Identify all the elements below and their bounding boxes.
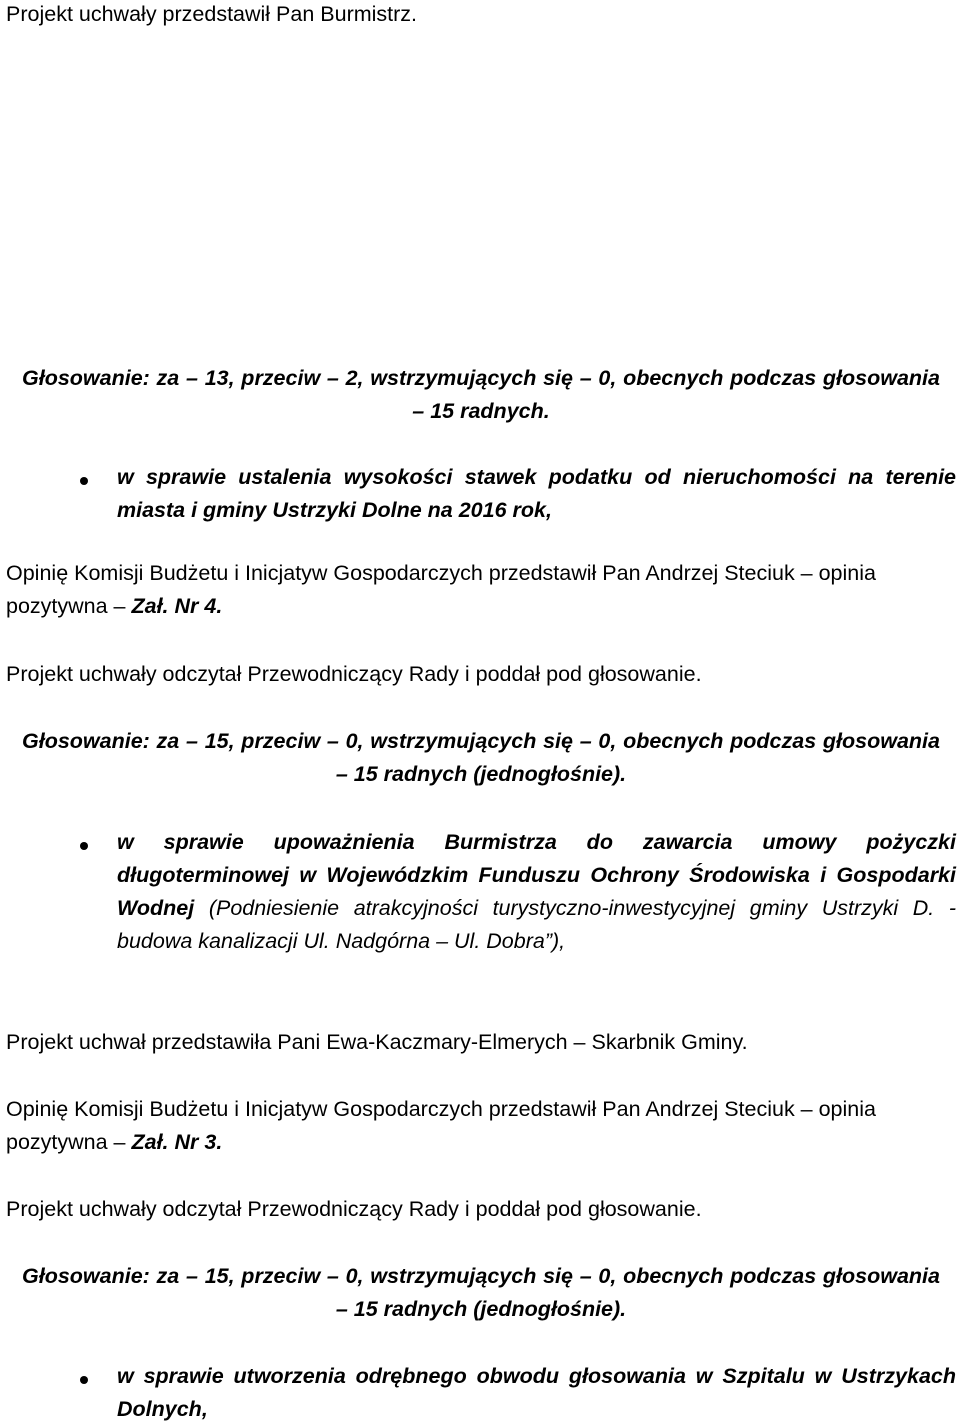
paragraph-committee-opinion-1 (6, 557, 956, 623)
bullet-icon (80, 1376, 88, 1384)
bullet-icon (80, 842, 88, 850)
list-item-text (117, 826, 956, 958)
paragraph-presented-by-mayor: Projekt uchwały przedstawił Pan Burmistrz. (6, 2, 418, 26)
paragraph-read-by-chair-1: Projekt uchwały odczytał Przewodniczący Rady i poddał pod głosowanie. (6, 662, 702, 686)
vote-result-1: Głosowanie: za – 13, przeciw – 2, wstrzymujących się – 0, obecnych podczas głosowania – 15 radnych. (22, 366, 940, 423)
list-item-text-bold: w sprawie upoważnienia Burmistrza do zawarcia umowy pożyczki długoterminowej w Wojewódzkim Funduszu Ochrony Środowiska i Gospodarki Wodnej (117, 830, 956, 920)
paragraph-read-by-chair-2: Projekt uchwały odczytał Przewodniczący Rady i poddał pod głosowanie. (6, 1197, 702, 1221)
list-item-text: w sprawie utworzenia odrębnego obwodu głosowania w Szpitalu w Ustrzykach Dolnych, (117, 1364, 956, 1421)
paragraph-committee-opinion-2 (6, 1093, 956, 1159)
opinion-text: Opinię Komisji Budżetu i Inicjatyw Gospodarczych przedstawił Pan Andrzej Steciuk – opinia pozytywna – (6, 1097, 876, 1154)
attachment-ref: Zał. Nr 4. (131, 594, 223, 618)
paragraph-presented-by-treasurer: Projekt uchwał przedstawiła Pani Ewa-Kaczmary-Elmerych – Skarbnik Gminy. (6, 1030, 748, 1054)
attachment-ref: Zał. Nr 3. (131, 1130, 223, 1154)
vote-result-2: Głosowanie: za – 15, przeciw – 0, wstrzymujących się – 0, obecnych podczas głosowania – 15 radnych (jednogłośnie). (22, 729, 940, 786)
list-item-text: w sprawie ustalenia wysokości stawek podatku od nieruchomości na terenie miasta i gminy Ustrzyki Dolne na 2016 rok, (117, 465, 956, 522)
list-item-text-italic: (Podniesienie atrakcyjności turystyczno-inwestycyjnej gminy Ustrzyki D. - budowa kanalizacji Ul. Nadgórna – Ul. Dobra”), (117, 896, 956, 953)
bullet-icon (80, 477, 88, 485)
opinion-text: Opinię Komisji Budżetu i Inicjatyw Gospodarczych przedstawił Pan Andrzej Steciuk – opinia pozytywna – (6, 561, 876, 618)
vote-result-3: Głosowanie: za – 15, przeciw – 0, wstrzymujących się – 0, obecnych podczas głosowania – 15 radnych (jednogłośnie). (22, 1264, 940, 1321)
